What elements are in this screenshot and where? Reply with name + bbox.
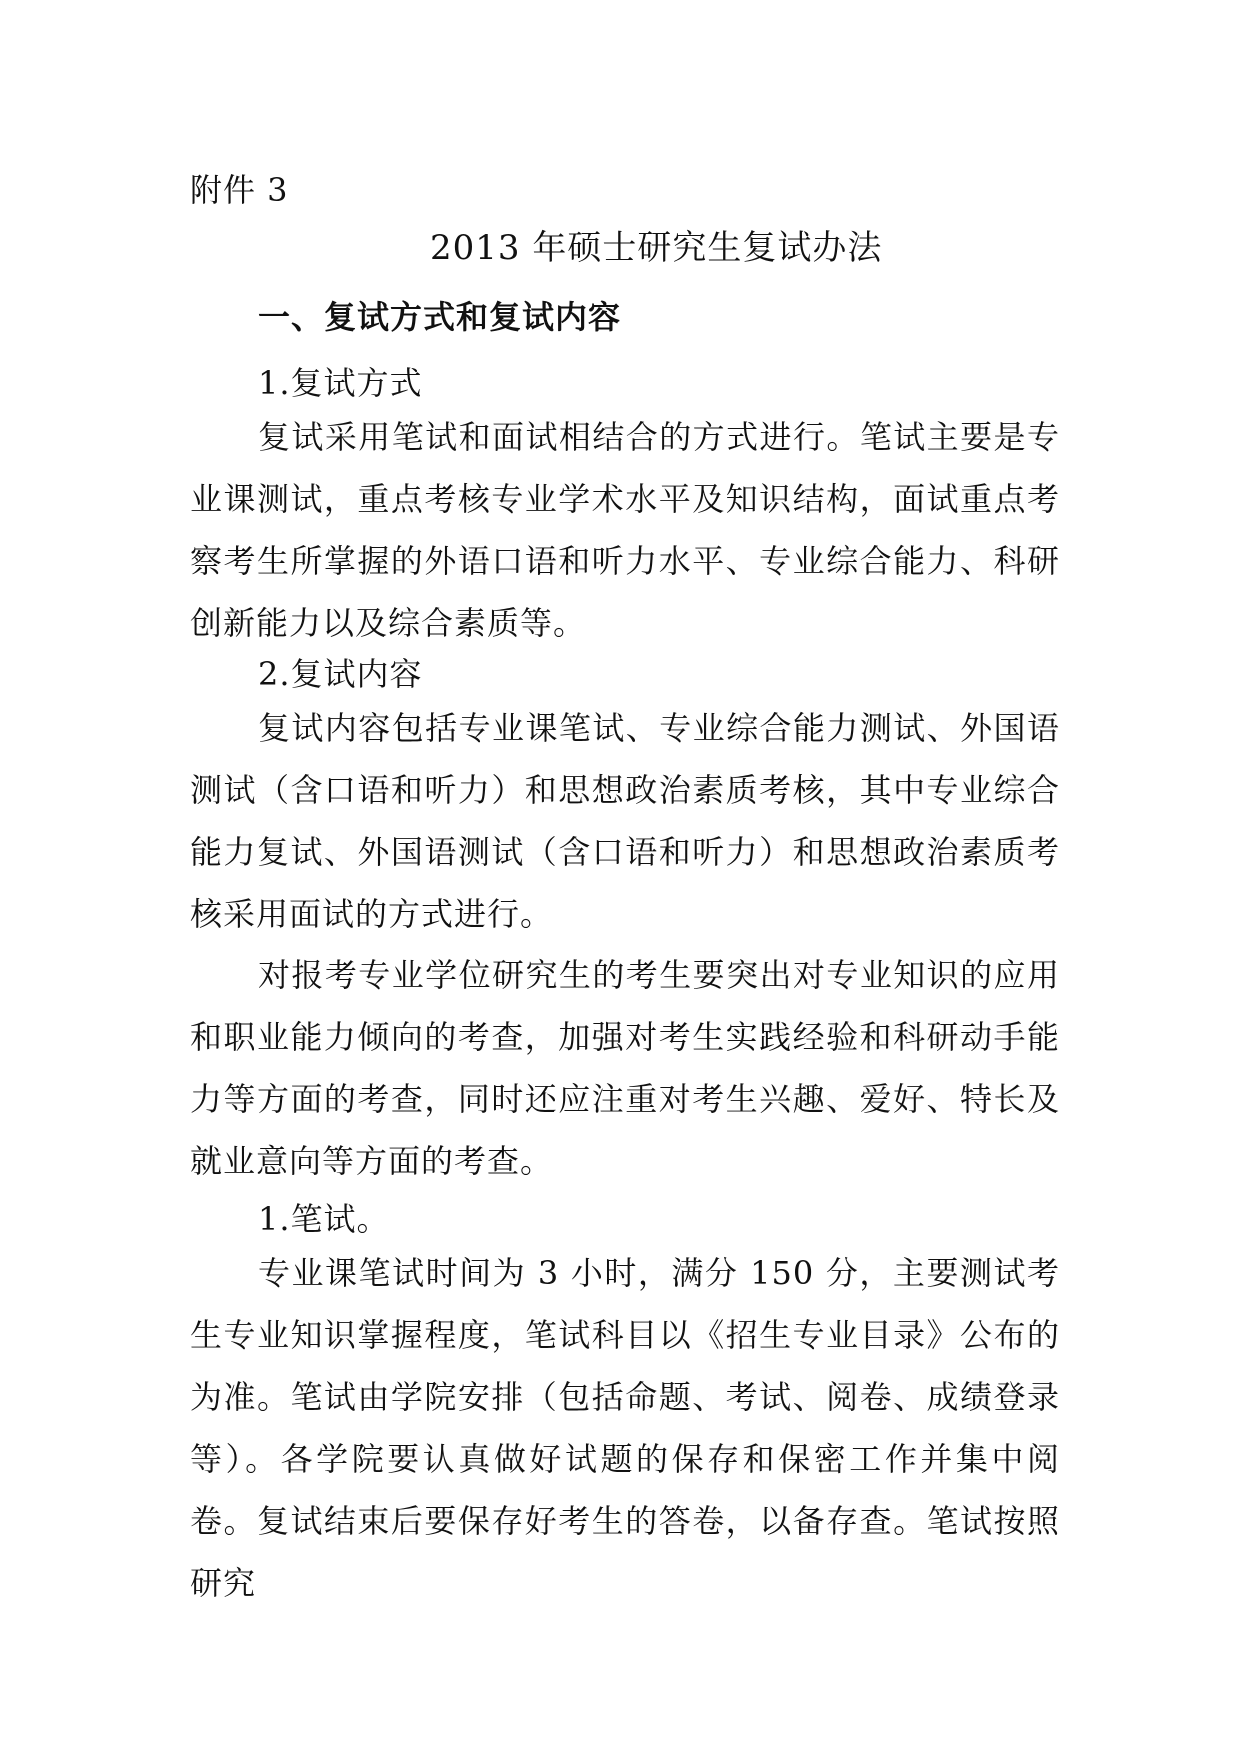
method-heading: 1.复试方式	[258, 364, 423, 402]
attachment-label: 附件 3	[190, 171, 289, 209]
section-heading: 一、复试方式和复试内容	[258, 298, 622, 336]
content-heading: 2.复试内容	[258, 655, 423, 693]
professional-paragraph: 对报考专业学位研究生的考生要突出对专业知识的应用和职业能力倾向的考查，加强对考生实践经验和科研动手能力等方面的考查，同时还应注重对考生兴趣、爱好、特长及就业意向等方面的考查。	[190, 956, 1060, 1180]
method-paragraph: 复试采用笔试和面试相结合的方式进行。笔试主要是专业课测试，重点考核专业学术水平及知识结构，面试重点考察考生所掌握的外语口语和听力水平、专业综合能力、科研创新能力以及综合素质等。	[190, 418, 1060, 642]
written-paragraph: 专业课笔试时间为 3 小时，满分 150 分，主要测试考生专业知识掌握程度，笔试科目以《招生专业目录》公布的为准。笔试由学院安排（包括命题、考试、阅卷、成绩登录等）。各学院要认真做好试题的保存和保密工作并集中阅卷。复试结束后要保存好考生的答卷，以备存查。笔试按照研究	[190, 1254, 1060, 1602]
content-paragraph: 复试内容包括专业课笔试、专业综合能力测试、外国语测试（含口语和听力）和思想政治素质考核，其中专业综合能力复试、外国语测试（含口语和听力）和思想政治素质考核采用面试的方式进行。	[190, 709, 1060, 933]
document-title: 2013 年硕士研究生复试办法	[430, 228, 883, 268]
written-heading: 1.笔试。	[258, 1200, 390, 1238]
